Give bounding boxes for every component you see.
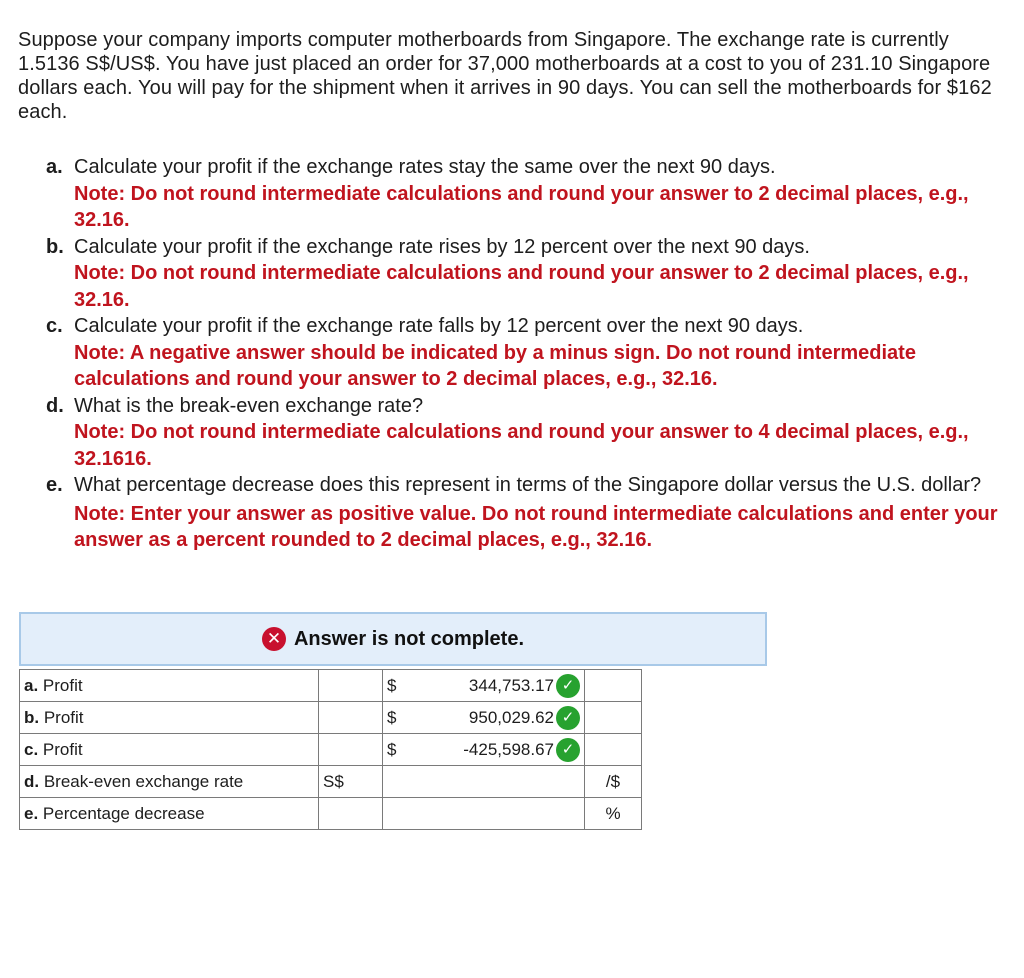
table-row [20, 734, 642, 766]
question-list [46, 154, 1006, 554]
row-label-text: Profit [43, 707, 84, 727]
question-a [46, 154, 1006, 234]
row-letter: e. [24, 803, 39, 823]
question-letter: d. [46, 394, 64, 417]
currency-symbol: $ [383, 702, 422, 734]
question-note: Note: Do not round intermediate calculations and round your answer to 4 decimal places, e.g., 32.1616. [74, 421, 969, 470]
table-row [20, 702, 642, 734]
row-label [20, 702, 319, 734]
suffix-cell [585, 734, 642, 766]
answer-input-e[interactable] [421, 798, 585, 830]
row-letter: a. [24, 675, 39, 695]
currency-symbol: $ [383, 734, 422, 766]
prefix-cell [319, 798, 383, 830]
prefix-cell [319, 702, 383, 734]
question-b [46, 234, 1006, 314]
answer-value[interactable]: 344,753.17 [468, 675, 554, 695]
prefix-cell [319, 734, 383, 766]
answer-value[interactable]: -425,598.67 [463, 739, 554, 759]
question-text: What percentage decrease does this represent in terms of the Singapore dollar versus the U.S. dollar? [74, 474, 982, 496]
prefix-cell [319, 670, 383, 702]
suffix-cell [585, 670, 642, 702]
prefix-cell: S$ [319, 766, 383, 798]
answer-input-b[interactable] [421, 702, 585, 734]
suffix-cell: /$ [585, 766, 642, 798]
suffix-cell [585, 702, 642, 734]
check-icon: ✓ [556, 674, 580, 698]
row-label-text: Profit [42, 675, 83, 695]
table-row [20, 670, 642, 702]
row-label [20, 798, 319, 830]
question-c [46, 313, 1006, 393]
row-letter: b. [24, 707, 40, 727]
question-text: Calculate your profit if the exchange rate rises by 12 percent over the next 90 days. [74, 235, 810, 258]
question-text: What is the break-even exchange rate? [74, 394, 424, 417]
table-row [20, 766, 642, 798]
question-letter: c. [46, 315, 63, 337]
question-note: Note: Do not round intermediate calculations and round your answer to 2 decimal places, e.g., 32.16. [74, 262, 969, 311]
suffix-cell: % [585, 798, 642, 830]
question-note: Note: Do not round intermediate calculations and round your answer to 2 decimal places, e.g., 32.16. [74, 182, 969, 231]
question-letter: a. [46, 156, 63, 178]
row-letter: c. [24, 739, 39, 759]
answer-table [19, 669, 642, 830]
question-e [46, 472, 1006, 554]
question-text: Calculate your profit if the exchange rate falls by 12 percent over the next 90 days. [74, 315, 804, 337]
currency-symbol [383, 798, 422, 830]
answer-input-d[interactable] [421, 766, 585, 798]
row-letter: d. [24, 771, 40, 791]
problem-intro: Suppose your company imports computer motherboards from Singapore. The exchange rate is currently 1.5136 S$/US$. You have just placed an order for 37,000 motherboards at a cost to you of 231.10 Singapore dollars each. You will pay for the shipment when it arrives in 90 days. You can sell the motherboards for $162 each. [18, 29, 992, 123]
question-letter: e. [46, 474, 63, 496]
check-icon: ✓ [556, 738, 580, 762]
answer-status-text: Answer is not complete. [293, 627, 525, 650]
question-note: Note: Enter your answer as positive value. Do not round intermediate calculations and enter your answer as a percent rounded to 2 decimal places, e.g., 32.16. [74, 502, 998, 551]
question-letter: b. [46, 235, 64, 258]
row-label-text: Percentage decrease [42, 803, 205, 823]
check-icon: ✓ [556, 706, 580, 730]
question-d [46, 393, 1006, 473]
answer-status-banner [19, 612, 767, 666]
x-circle-icon: ✕ [262, 627, 286, 651]
question-note: Note: A negative answer should be indicated by a minus sign. Do not round intermediate calculations and round your answer to 2 decimal places, e.g., 32.16. [74, 341, 916, 390]
row-label [20, 734, 319, 766]
row-label-text: Break-even exchange rate [43, 771, 244, 791]
question-text: Calculate your profit if the exchange rates stay the same over the next 90 days. [74, 156, 776, 178]
table-row [20, 798, 642, 830]
answer-value[interactable]: 950,029.62 [468, 707, 554, 727]
row-label-text: Profit [42, 739, 83, 759]
answer-input-a[interactable] [421, 670, 585, 702]
currency-symbol [383, 766, 422, 798]
currency-symbol: $ [383, 670, 422, 702]
row-label [20, 766, 319, 798]
row-label [20, 670, 319, 702]
answer-input-c[interactable] [421, 734, 585, 766]
